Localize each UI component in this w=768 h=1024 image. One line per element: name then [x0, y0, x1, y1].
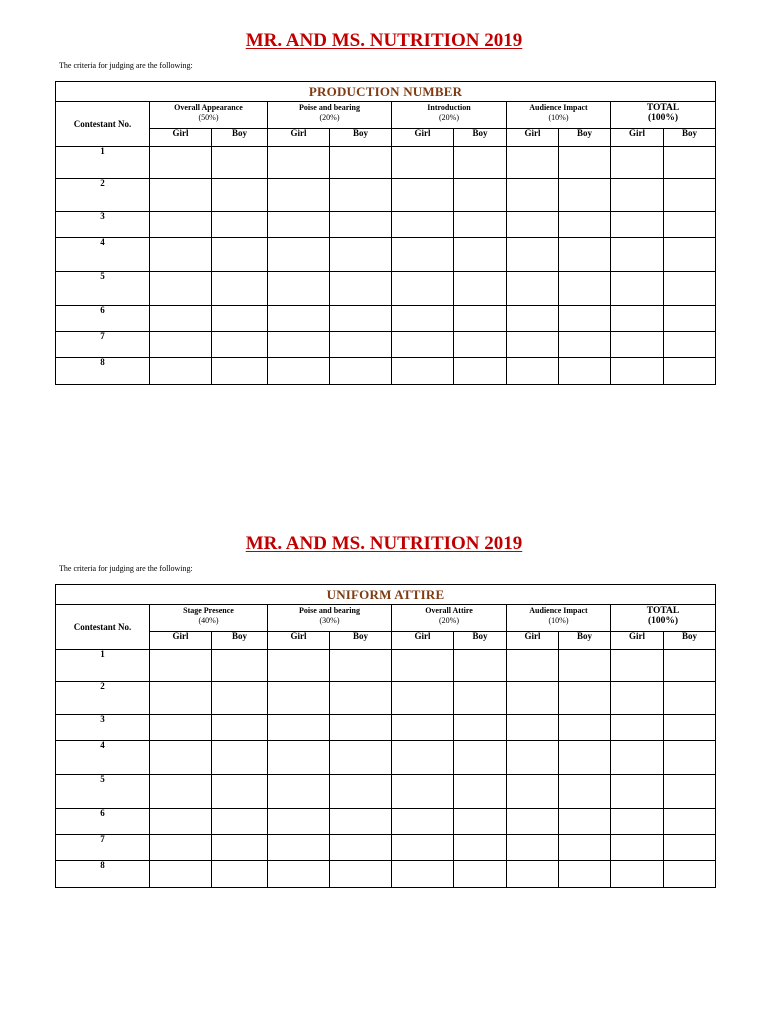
criteria-intro: The criteria for judging are the following: — [59, 61, 193, 70]
score-cell[interactable] — [454, 147, 507, 179]
contestant-number: 8 — [56, 358, 150, 385]
score-cell[interactable] — [392, 358, 454, 385]
score-cell[interactable] — [212, 147, 268, 179]
scoring-table — [55, 81, 716, 385]
score-cell[interactable] — [212, 212, 268, 238]
criterion-header — [507, 102, 611, 129]
score-cell[interactable] — [212, 358, 268, 385]
contestant-number: 4 — [56, 238, 150, 272]
score-cell[interactable] — [392, 650, 454, 682]
score-cell[interactable] — [559, 835, 611, 861]
score-cell[interactable] — [150, 715, 212, 741]
score-cell[interactable] — [507, 306, 559, 332]
score-cell[interactable] — [507, 332, 559, 358]
score-cell[interactable] — [664, 272, 716, 306]
score-cell[interactable] — [150, 775, 212, 809]
score-cell[interactable] — [268, 358, 330, 385]
boy-column-header: Boy — [664, 632, 716, 650]
criterion-weight: (20%) — [439, 113, 459, 122]
score-cell[interactable] — [392, 306, 454, 332]
contestant-row — [56, 835, 716, 861]
score-cell[interactable] — [559, 741, 611, 775]
girl-column-header: Girl — [392, 129, 454, 147]
score-cell[interactable] — [330, 809, 392, 835]
scoring-table — [55, 584, 716, 888]
contestant-row — [56, 179, 716, 212]
score-cell[interactable] — [330, 835, 392, 861]
score-cell[interactable] — [392, 179, 454, 212]
score-cell[interactable] — [150, 272, 212, 306]
score-cell[interactable] — [611, 238, 664, 272]
score-cell[interactable] — [150, 332, 212, 358]
score-cell[interactable] — [150, 306, 212, 332]
score-cell[interactable] — [559, 306, 611, 332]
girl-column-header: Girl — [150, 129, 212, 147]
score-cell[interactable] — [150, 650, 212, 682]
criteria-header-row — [56, 605, 716, 632]
score-cell[interactable] — [611, 835, 664, 861]
score-cell[interactable] — [330, 238, 392, 272]
score-cell[interactable] — [559, 809, 611, 835]
score-cell[interactable] — [330, 741, 392, 775]
score-cell[interactable] — [268, 741, 330, 775]
score-cell[interactable] — [330, 179, 392, 212]
boy-column-header: Boy — [330, 129, 392, 147]
section-row — [56, 585, 716, 605]
score-cell[interactable] — [330, 861, 392, 888]
contestant-number: 6 — [56, 306, 150, 332]
contestant-row — [56, 650, 716, 682]
score-cell[interactable] — [611, 212, 664, 238]
criterion-header — [392, 102, 507, 129]
criterion-header — [150, 102, 268, 129]
criterion-weight: (20%) — [439, 616, 459, 625]
boy-column-header: Boy — [212, 632, 268, 650]
score-cell[interactable] — [454, 809, 507, 835]
score-cell[interactable] — [507, 809, 559, 835]
score-cell[interactable] — [507, 715, 559, 741]
girl-boy-row — [56, 129, 716, 147]
score-cell[interactable] — [664, 212, 716, 238]
score-cell[interactable] — [392, 809, 454, 835]
score-cell[interactable] — [392, 835, 454, 861]
girl-column-header: Girl — [611, 129, 664, 147]
criteria-header-row — [56, 102, 716, 129]
contestant-number: 2 — [56, 682, 150, 715]
score-cell[interactable] — [150, 358, 212, 385]
score-cell[interactable] — [212, 332, 268, 358]
boy-column-header: Boy — [454, 632, 507, 650]
score-cell[interactable] — [454, 682, 507, 715]
score-cell[interactable] — [664, 306, 716, 332]
criteria-intro: The criteria for judging are the following: — [59, 564, 193, 573]
score-cell[interactable] — [212, 179, 268, 212]
page-title: MR. AND MS. NUTRITION 2019 — [245, 30, 523, 51]
criterion-name: Introduction — [427, 103, 471, 112]
score-cell[interactable] — [212, 272, 268, 306]
contestant-number: 1 — [56, 147, 150, 179]
contestant-number: 1 — [56, 650, 150, 682]
score-cell[interactable] — [150, 861, 212, 888]
total-label: TOTAL — [646, 103, 680, 113]
score-cell[interactable] — [507, 179, 559, 212]
boy-column-header: Boy — [212, 129, 268, 147]
score-cell[interactable] — [150, 238, 212, 272]
score-cell[interactable] — [454, 741, 507, 775]
score-cell[interactable] — [268, 775, 330, 809]
score-cell[interactable] — [559, 238, 611, 272]
score-cell[interactable] — [330, 212, 392, 238]
girl-column-header: Girl — [150, 632, 212, 650]
score-cell[interactable] — [330, 147, 392, 179]
score-cell[interactable] — [507, 147, 559, 179]
contestant-row — [56, 147, 716, 179]
criterion-name: Audience Impact — [529, 606, 588, 615]
score-cell[interactable] — [664, 861, 716, 888]
score-cell[interactable] — [559, 212, 611, 238]
score-cell[interactable] — [330, 682, 392, 715]
score-cell[interactable] — [392, 715, 454, 741]
boy-column-header: Boy — [559, 632, 611, 650]
score-cell[interactable] — [664, 147, 716, 179]
contestant-number: 3 — [56, 212, 150, 238]
score-cell[interactable] — [454, 861, 507, 888]
score-cell[interactable] — [611, 147, 664, 179]
score-cell[interactable] — [212, 741, 268, 775]
score-cell[interactable] — [454, 835, 507, 861]
score-cell[interactable] — [150, 179, 212, 212]
score-cell[interactable] — [611, 741, 664, 775]
score-cell[interactable] — [268, 238, 330, 272]
score-cell[interactable] — [330, 272, 392, 306]
score-cell[interactable] — [664, 358, 716, 385]
score-cell[interactable] — [559, 861, 611, 888]
criterion-name: Overall Appearance — [174, 103, 243, 112]
score-cell[interactable] — [392, 272, 454, 306]
contestant-row — [56, 238, 716, 272]
score-cell[interactable] — [611, 358, 664, 385]
girl-column-header: Girl — [611, 632, 664, 650]
score-cell[interactable] — [150, 835, 212, 861]
contestant-number: 5 — [56, 775, 150, 809]
boy-column-header: Boy — [664, 129, 716, 147]
score-cell[interactable] — [212, 861, 268, 888]
score-cell[interactable] — [559, 358, 611, 385]
score-cell[interactable] — [268, 306, 330, 332]
score-cell[interactable] — [611, 650, 664, 682]
score-cell[interactable] — [507, 861, 559, 888]
score-cell[interactable] — [212, 650, 268, 682]
page-title: MR. AND MS. NUTRITION 2019 — [245, 533, 523, 554]
score-cell[interactable] — [611, 332, 664, 358]
score-cell[interactable] — [150, 682, 212, 715]
score-cell[interactable] — [212, 682, 268, 715]
criterion-header — [268, 102, 392, 129]
score-cell[interactable] — [212, 775, 268, 809]
contestant-number: 7 — [56, 332, 150, 358]
score-cell[interactable] — [559, 715, 611, 741]
criterion-name: Audience Impact — [529, 103, 588, 112]
score-cell[interactable] — [559, 650, 611, 682]
criterion-header — [268, 605, 392, 632]
score-cell[interactable] — [268, 861, 330, 888]
score-cell[interactable] — [392, 682, 454, 715]
criterion-name: Poise and bearing — [299, 606, 360, 615]
score-cell[interactable] — [454, 358, 507, 385]
contestant-number: 5 — [56, 272, 150, 306]
boy-column-header: Boy — [559, 129, 611, 147]
score-cell[interactable] — [268, 682, 330, 715]
criterion-name: Stage Presence — [183, 606, 234, 615]
criterion-name: Poise and bearing — [299, 103, 360, 112]
score-cell[interactable] — [330, 715, 392, 741]
criterion-weight: (50%) — [198, 113, 219, 122]
score-cell[interactable] — [559, 775, 611, 809]
score-cell[interactable] — [664, 650, 716, 682]
score-cell[interactable] — [212, 715, 268, 741]
score-cell[interactable] — [611, 715, 664, 741]
section-title: UNIFORM ATTIRE — [56, 585, 716, 605]
score-cell[interactable] — [268, 147, 330, 179]
score-cell[interactable] — [212, 238, 268, 272]
score-cell[interactable] — [212, 835, 268, 861]
criterion-header — [150, 605, 268, 632]
score-cell[interactable] — [559, 179, 611, 212]
criterion-header — [507, 605, 611, 632]
total-weight: (100%) — [647, 616, 679, 626]
score-cell[interactable] — [454, 179, 507, 212]
score-cell[interactable] — [507, 682, 559, 715]
score-cell[interactable] — [392, 775, 454, 809]
score-cell[interactable] — [454, 272, 507, 306]
score-cell[interactable] — [559, 682, 611, 715]
criterion-weight: (30%) — [319, 616, 340, 625]
girl-column-header: Girl — [507, 129, 559, 147]
score-cell[interactable] — [611, 775, 664, 809]
score-cell[interactable] — [664, 715, 716, 741]
score-cell[interactable] — [454, 775, 507, 809]
score-cell[interactable] — [150, 212, 212, 238]
score-cell[interactable] — [664, 835, 716, 861]
total-weight: (100%) — [648, 113, 679, 123]
score-cell[interactable] — [268, 332, 330, 358]
score-cell[interactable] — [664, 682, 716, 715]
score-cell[interactable] — [268, 272, 330, 306]
criterion-header — [392, 605, 507, 632]
girl-column-header: Girl — [268, 129, 330, 147]
contestant-row — [56, 306, 716, 332]
contestant-number: 6 — [56, 809, 150, 835]
score-cell[interactable] — [454, 715, 507, 741]
contestant-number: 8 — [56, 861, 150, 888]
score-cell[interactable] — [664, 238, 716, 272]
score-cell[interactable] — [611, 809, 664, 835]
contestant-row — [56, 332, 716, 358]
criterion-weight: (20%) — [319, 113, 340, 122]
score-cell[interactable] — [507, 358, 559, 385]
score-cell[interactable] — [268, 835, 330, 861]
score-cell[interactable] — [454, 212, 507, 238]
contestant-row — [56, 809, 716, 835]
score-cell[interactable] — [392, 238, 454, 272]
criterion-name: Overall Attire — [425, 606, 473, 615]
contestant-no-header: Contestant No. — [56, 102, 150, 147]
girl-boy-row — [56, 632, 716, 650]
score-cell[interactable] — [150, 741, 212, 775]
score-cell[interactable] — [454, 332, 507, 358]
contestant-row — [56, 715, 716, 741]
score-cell[interactable] — [664, 332, 716, 358]
score-cell[interactable] — [392, 332, 454, 358]
contestant-row — [56, 212, 716, 238]
score-cell[interactable] — [507, 775, 559, 809]
score-cell[interactable] — [268, 715, 330, 741]
score-cell[interactable] — [559, 272, 611, 306]
score-cell[interactable] — [268, 212, 330, 238]
contestant-number: 7 — [56, 835, 150, 861]
girl-column-header: Girl — [392, 632, 454, 650]
score-cell[interactable] — [454, 650, 507, 682]
contestant-number: 3 — [56, 715, 150, 741]
score-cell[interactable] — [392, 861, 454, 888]
girl-column-header: Girl — [268, 632, 330, 650]
score-cell[interactable] — [392, 147, 454, 179]
total-label: TOTAL — [646, 606, 680, 616]
score-cell[interactable] — [664, 741, 716, 775]
contestant-row — [56, 775, 716, 809]
contestant-row — [56, 272, 716, 306]
score-cell[interactable] — [330, 306, 392, 332]
score-cell[interactable] — [664, 809, 716, 835]
score-cell[interactable] — [559, 332, 611, 358]
score-cell[interactable] — [611, 306, 664, 332]
score-cell[interactable] — [664, 775, 716, 809]
score-cell[interactable] — [212, 809, 268, 835]
score-cell[interactable] — [268, 179, 330, 212]
contestant-row — [56, 741, 716, 775]
score-cell[interactable] — [507, 238, 559, 272]
score-cell[interactable] — [150, 809, 212, 835]
contestant-no-header: Contestant No. — [56, 605, 150, 650]
score-cell[interactable] — [268, 650, 330, 682]
contestant-number: 2 — [56, 179, 150, 212]
contestant-row — [56, 358, 716, 385]
contestant-row — [56, 682, 716, 715]
contestant-number: 4 — [56, 741, 150, 775]
score-cell[interactable] — [611, 861, 664, 888]
score-cell[interactable] — [507, 650, 559, 682]
total-header — [611, 102, 716, 129]
section-title: PRODUCTION NUMBER — [56, 82, 716, 102]
score-cell[interactable] — [392, 212, 454, 238]
boy-column-header: Boy — [454, 129, 507, 147]
score-cell[interactable] — [559, 147, 611, 179]
score-cell[interactable] — [330, 650, 392, 682]
score-cell[interactable] — [212, 306, 268, 332]
criterion-weight: (40%) — [198, 616, 219, 625]
score-cell[interactable] — [611, 682, 664, 715]
score-cell[interactable] — [330, 358, 392, 385]
score-cell[interactable] — [454, 238, 507, 272]
score-cell[interactable] — [507, 272, 559, 306]
score-cell[interactable] — [454, 306, 507, 332]
score-cell[interactable] — [507, 741, 559, 775]
score-cell[interactable] — [507, 212, 559, 238]
score-cell[interactable] — [611, 272, 664, 306]
criterion-weight: (10%) — [548, 616, 569, 625]
score-cell[interactable] — [150, 147, 212, 179]
score-cell[interactable] — [330, 332, 392, 358]
score-cell[interactable] — [507, 835, 559, 861]
criterion-weight: (10%) — [548, 113, 569, 122]
section-row — [56, 82, 716, 102]
score-cell[interactable] — [611, 179, 664, 212]
contestant-row — [56, 861, 716, 888]
score-cell[interactable] — [392, 741, 454, 775]
score-cell[interactable] — [664, 179, 716, 212]
score-cell[interactable] — [268, 809, 330, 835]
girl-column-header: Girl — [507, 632, 559, 650]
total-header — [611, 605, 716, 632]
boy-column-header: Boy — [330, 632, 392, 650]
score-cell[interactable] — [330, 775, 392, 809]
